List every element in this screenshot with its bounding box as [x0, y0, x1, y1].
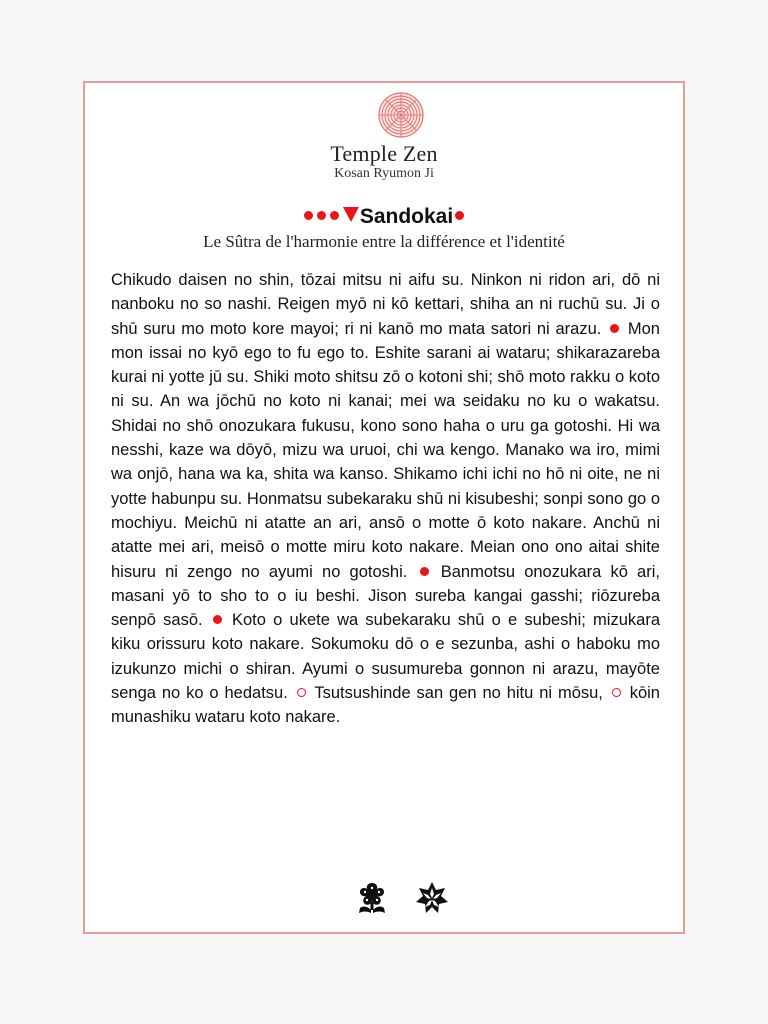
paulownia-crest-icon: [354, 880, 390, 916]
red-triangle-icon: [343, 207, 359, 222]
sutra-title: Sandokai: [359, 205, 454, 228]
temple-subname: Kosan Ryumon Ji: [334, 166, 434, 181]
temple-seal-icon: [377, 91, 425, 139]
star-crest-icon: [414, 880, 450, 916]
verse-2: Mon mon issai no kyō ego to fu ego to. Eshite sarani ai wataru; shikarazareba kurai ni yotte jū su. Shiki moto shitsu zō o kotoni shi; shō moto rakku o koto ni su. An wa jōchū no koto ni kanai; mei wa seidaku no ku o wakatsu. Shidai no shō onozukara fukusu, kono sono haha o uru ga gotoshi. Hi wa nesshi, kaze wa dōyō, mizu wa uruoi, chi wa kengo. Manako wa iro, mimi wa onjō, hana wa ka, shita wa kanso. Shikamo ichi ichi no hō ni oite, ne ni yotte habunpu su. Honmatsu subekaraku shū ni kisubeshi; sonpi sono go o mochiyu. Meichū ni atatte an ari, ansō o motte ō koto nakare. Anchū ni atatte mei ari, meisō o motte miru koto nakare. Meian ono ono aitai shite hisuru ni zengo no ayumi no gotoshi.: [111, 319, 660, 581]
sutra-subtitle: Le Sûtra de l'harmonie entre la différence et l'identité: [203, 232, 565, 251]
red-dot-icon: [455, 211, 464, 220]
temple-name: Temple Zen: [330, 141, 438, 166]
verse-6: kōin munashiku wataru koto nakare.: [111, 684, 660, 727]
verse-5: Tsutsushinde san gen no hitu ni mōsu,: [314, 684, 603, 703]
red-dot-icon: [330, 211, 339, 220]
verse-4: Koto o ukete wa subekaraku shū o e subeshi; mizukara kiku orissuru koto nakare. Sokumoku dō o e sezunba, ashi o haboku mo izukunzo michi o shiran. Ayumi o susumureba gonnon ni arazu, mayōte senga no ko o hedatsu.: [111, 611, 660, 703]
verse-3: Banmotsu onozukara kō ari, masani yō to sho to o iu beshi. Jison sureba kangai gasshi; riōzureba senpō sasō.: [111, 562, 660, 630]
red-ring-marker-icon: [297, 688, 306, 697]
sutra-title-row: [0, 203, 768, 231]
red-dot-marker-icon: [610, 324, 619, 333]
verse-1: Chikudo daisen no shin, tōzai mitsu ni aifu su. Ninkon ni ridon ari, dō ni nanboku no so nashi. Reigen myō ni kō kettari, shiha an ni ruchū su. Ji o shū suru mo moto kore mayoi; ri ni kanō mo mata satori ni arazu.: [111, 271, 660, 338]
red-dot-icon: [317, 211, 326, 220]
red-dot-marker-icon: [213, 615, 222, 624]
red-dot-icon: [304, 211, 313, 220]
sutra-text: [111, 268, 660, 730]
red-dot-marker-icon: [420, 567, 429, 576]
red-ring-marker-icon: [612, 688, 621, 697]
